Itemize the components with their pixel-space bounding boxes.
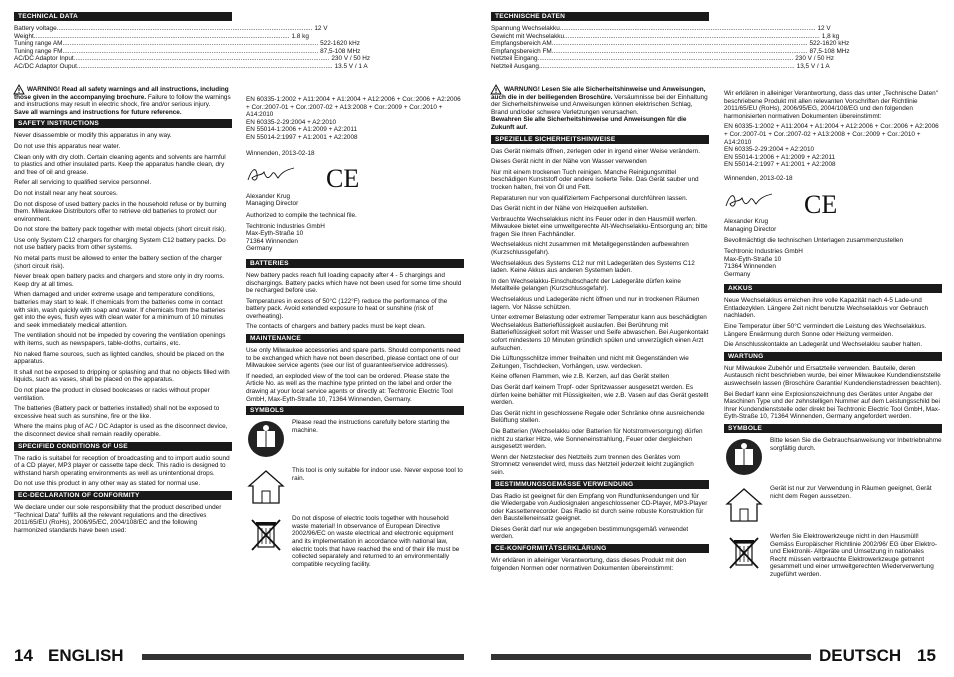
- safety-item: Das Gerät niemals öffnen, zerlegen oder in irgend einer Weise verändern.: [491, 147, 700, 155]
- specified-item: The radio is suitabel for reception of broadcasting and to import audio sound of a CD player, MP3 player or cassette tape deck. This radio is designed to withstand harsh operating environments as well as unintentional drops.: [14, 454, 230, 477]
- place-date: Winnenden, 2013-02-18: [246, 149, 315, 157]
- safety-item: In den Wechselakku-Einschubschacht der Ladegeräte dürfen keine Metallteile gelangen (Kurzschlussgefahr).: [491, 277, 681, 293]
- left-column-2: [246, 96, 464, 576]
- safety-item: Die Batterien (Wechselakku oder Batterien für Notstromversorgung) dürfen nicht zu starker Hitze, wie Sonneneinstrahlung, Feuer oder dergleichen ausgesetzt werden.: [491, 427, 703, 451]
- spec-label: Spannung Wechselakku: [491, 25, 560, 32]
- spec-label: Empfangsbereich FM: [491, 47, 552, 55]
- right-column-2: [724, 90, 942, 587]
- spec-value: 230 V / 50 Hz: [795, 55, 834, 63]
- safety-list-de: [491, 148, 709, 477]
- maintenance-item: Bei Bedarf kann eine Explosionszeichnung des Gerätes unter Angabe der Maschinen Type und der zehnstelligen Nummer auf dem Leistungsschild bei Ihrer Kundendienststelle oder direkt bei Techtronic Electric Tool GmbH, Max-Eyth-Straße 10, 71364 Winnenden, Germany angefordert werden.: [724, 390, 941, 421]
- safety-item: It shall not be exposed to dripping or splashing and that no objects filled with liquids, such as vases, shall be placed on the apparatus.: [14, 368, 230, 384]
- spec-row: [491, 47, 850, 56]
- safety-header-de: SPEZIELLE SICHERHEITSHINWEISE: [491, 135, 709, 144]
- safety-item: Die Lüftungsschlitze immer freihalten und nicht mit Gegenständen wie Zeitungen, Tischdecken, Vorhängen, usw. verdecken.: [491, 355, 689, 370]
- warning-text-de: Versäumnisse bei der Einhaltung der Sicherheitshinweise und Anweisungen können elektrischen Schlag, Brand und/oder schwere Verletzungen verursachen.: [491, 93, 708, 116]
- warning-block-de: [491, 85, 709, 132]
- standard-item: EN 60335-2-29:2004 + A2:2010: [724, 146, 815, 154]
- battery-item: The contacts of chargers and battery packs must be kept clean.: [246, 323, 426, 331]
- spec-value: 87,5-108 MHz: [320, 47, 361, 55]
- standards-list-de: [724, 123, 942, 169]
- ec-header-de: CE-KONFORMITÄTSERKLÄRUNG: [491, 544, 709, 553]
- spec-label: Netzteil Ausgang: [491, 62, 539, 70]
- signer-name-de: Alexander Krug: [724, 218, 769, 226]
- spec-label: AC/DC Adaptor Ouput: [14, 62, 77, 70]
- spec-label: Tuning range FM: [14, 47, 63, 55]
- safety-item: Wechselakkus und Ladegeräte nicht öffnen und nur in trockenen Räumen lagern. Vor Nässe schützen.: [491, 296, 700, 311]
- standards-list: [246, 96, 464, 142]
- specified-header-de: BESTIMMUNGSGEMÄSSE VERWENDUNG: [491, 480, 709, 489]
- safety-item: Wechselakkus nicht zusammen mit Metallgegenständen aufbewahren (Kurzschlussgefahr).: [491, 241, 689, 257]
- page-number-right: 15: [917, 646, 936, 665]
- spec-label: Battery voltage: [14, 25, 57, 32]
- maintenance-header: MAINTENANCE: [246, 334, 464, 343]
- spec-leader-dots: ................................................................................................................................................: [551, 40, 808, 48]
- safety-item: Das Gerät darf keinem Tropf- oder Spritzwasser ausgesetzt werden. Es dürfen keine behälter mit Flüssigkeiten, wie z.B. Vasen auf das Gerät gestellt werden.: [491, 383, 709, 407]
- spec-value: 12 V: [817, 25, 831, 32]
- spec-leader-dots: ................................................................................................................................................: [62, 47, 319, 55]
- specified-list-de: [491, 493, 709, 542]
- standard-item: EN 60335-1:2002 + A11:2004 + A1:2004 + A12:2006 + Cor.:2006 + A2:2006 + Cor.:2007-01 + Cor.:2007-02 + A13:2008 + Cor.:2009 + Cor.:2010 + A14:2010: [724, 123, 939, 146]
- signature-image: [724, 190, 774, 212]
- spec-leader-dots: ................................................................................................................................................: [551, 47, 808, 55]
- safety-item: Do not place the product in closed bookcases or racks without proper ventilation.: [14, 386, 210, 402]
- footer-bar-left: [142, 654, 464, 660]
- crossed-bin-icon: [724, 533, 764, 573]
- symbol-read-manual-text-de: Bitte lesen Sie die Gebrauchsanweisung vor Inbetriebnahme sorgfältig durch.: [770, 437, 942, 452]
- standard-item: EN 55014-1:2006 + A1:2009 + A2:2011: [246, 126, 358, 134]
- spec-row: [14, 25, 328, 33]
- ce-mark-de: CE: [804, 189, 838, 219]
- specified-item: Dieses Gerät darf nur wie angegeben bestimmungsgemäß verwendet werden.: [491, 525, 689, 541]
- spec-row: [491, 32, 840, 41]
- technische-daten-header: TECHNISCHE DATEN: [491, 12, 709, 21]
- safety-item: Never disassemble or modify this apparatus in any way.: [14, 132, 172, 140]
- warning-triangle-icon: [491, 85, 501, 94]
- safety-item: Das Gerät nicht in geschlossene Regale oder Schränke ohne ausreichende Belüftung stellen.: [491, 409, 705, 425]
- spec-label: Empfangsbereich AM: [491, 40, 552, 48]
- spec-row: [491, 40, 850, 48]
- safety-item: Reparaturen nur von qualifiziertem Fachpersonal durchführen lassen.: [491, 194, 688, 202]
- safety-item: The ventilation should not be impeded by covering the ventilation openings with items, such as newspapers, table-cloths, curtains, etc.: [14, 332, 226, 347]
- safety-item: Clean only with dry cloth. Certain cleaning agents and solvents are harmful to plastics and other insulated parts. Keep the apparatus handle clean, dry and free of oil and grease.: [14, 153, 226, 176]
- company-address-de: [724, 248, 942, 278]
- left-footer: [14, 645, 464, 667]
- wartung-list: [724, 365, 942, 421]
- safety-item: Do not store the battery pack together with metal objects (short circuit risk).: [14, 226, 227, 234]
- symbol-weee-text-de: Werfen Sie Elektrowerkzeuge nicht in den Hausmüll! Gemäss Europäischer Richtlinie 2002/96/ EG über Elektro- und Elektronik- Altgeräte und Umsetzung in nationales Recht müssen verbrauchte Elektrowerkzeuge getrennt gesammelt und einer umweltgerechten Wiederverwertung zugeführt werden.: [770, 533, 937, 578]
- specified-item: Das Radio ist geeignet für den Empfang von Rundfunksendungen und für die Wiedergabe von Audiosignalen angeschlossener CD-Player, MP3-Player oder Kassettenrecorder. Das Radio ist durch seine robuste Konstruktion für den Baustelleneinsatz geeignet.: [491, 492, 708, 523]
- symbol-read-manual-text: Please read the instructions carefully before starting the machine.: [292, 419, 450, 434]
- symbol-indoor-use-text: This tool is only suitable for indoor use. Never expose tool to rain.: [292, 467, 463, 482]
- company-line: Germany: [246, 245, 273, 253]
- ec-text2-de: Wir erklären in alleiniger Verantwortung, dass das unter „Technische Daten" beschriebene Produkt mit allen relevanten Vorschriften der Richtlinie 2011/65/EU (RoHs), 2006/95/EG, 2004/108/EG und den folgenden harmonisierten normativen Dokumenten übereinstimmt:: [724, 90, 938, 120]
- maintenance-item: Use only Milwaukee accessories and spare parts. Should components need to be exchanged which have not been described, please contact one of our Milwaukee service agents (see our list of guarantee/service addresses).: [246, 347, 461, 370]
- safety-item: Do not install near any heat sources.: [14, 189, 118, 197]
- spec-row: [491, 62, 830, 71]
- spec-row: [14, 47, 361, 56]
- spec-row: [14, 32, 309, 41]
- company-line: Techtronic Industries GmbH: [246, 222, 325, 230]
- symbol-weee-de: [724, 533, 942, 579]
- spec-list: [14, 25, 371, 71]
- safety-item: Wenn der Netzstecker des Netzteils zum trennen des Gerätes vom Stromnetz verwendet wird, muss das Netzteil jederzeit leicht zugänglich sein.: [491, 453, 694, 476]
- spec-label: AC/DC Adaptor Input: [14, 55, 74, 63]
- battery-item: Die Anschlusskontakte an Ladegerät und Wechselakku sauber halten.: [724, 341, 923, 349]
- symbole-header: SYMBOLE: [724, 424, 942, 433]
- signer-name: Alexander Krug: [246, 192, 291, 200]
- batteries-list: [246, 272, 464, 331]
- spec-value: 13,5 V / 1 A: [796, 62, 830, 70]
- place-date-de: Winnenden, 2013-02-18: [724, 174, 793, 182]
- page-number-left: 14: [14, 646, 33, 665]
- standard-item: EN 60335-1:2002 + A11:2004 + A1:2004 + A12:2006 + Cor.:2006 + A2:2006 + Cor.:2007-01 + Cor.:2007-02 + A13:2008 + Cor.:2009 + Cor.:2010 + A14:2010: [246, 96, 461, 119]
- warning-text: Failure to follow the warnings and instructions may result in electric shock, fire and/or serious injury.: [14, 93, 231, 109]
- house-indoor-icon: [246, 467, 286, 507]
- standard-item: EN 60335-2-29:2004 + A2:2010: [246, 118, 337, 126]
- safety-item: Nur mit einem trockenen Tuch reinigen. Manche Reinigungsmittel beschädigen Kunststoff oder andere isolierte Teile. Das Gerät sauber und trocken halten, frei von Öl und Fett.: [491, 168, 699, 191]
- safety-item: The batteries (Battery pack or batteries installed) shall not be exposed to excessive heat such as sunshine, fire or the like.: [14, 405, 220, 420]
- safety-item: Verbrauchte Wechselakkus nicht ins Feuer oder in den Hausmüll werfen. Milwaukee bietet eine umweltgerechte Alt-Wechselakku-Entsorgung an; bitte fragen Sie Ihren Fachhändler.: [491, 215, 708, 238]
- spec-leader-dots: ................................................................................................................................................: [62, 40, 319, 48]
- safety-item: No naked flame sources, such as lighted candles, should be placed on the apparatus.: [14, 350, 225, 366]
- ce-mark: CE: [326, 164, 360, 194]
- safety-item: Never break open battery packs and chargers and store only in dry rooms. Keep dry at all times.: [14, 273, 225, 288]
- spec-value: 522-1620 kHz: [809, 40, 850, 48]
- symbol-weee: [246, 515, 464, 568]
- spec-label: Gewicht mit Wechselakku: [491, 32, 565, 40]
- language-left: ENGLISH: [48, 646, 124, 665]
- spec-leader-dots: ................................................................................................................................................: [76, 62, 333, 70]
- safety-item: Wechselakkus des Systems C12 nur mit Ladegeräten des Systems C12 laden. Keine Akkus aus anderen Systemen laden.: [491, 259, 695, 275]
- symbol-indoor-use: [246, 467, 464, 507]
- spec-row: [491, 55, 834, 63]
- safety-item: Do not use this apparatus near water.: [14, 142, 121, 150]
- battery-item: Neue Wechselakkus erreichen ihre volle Kapazität nach 4-5 Lade-und Entladezyklen. Längere Zeit nicht benutzte Wechselakkus vor Gebrauch nachladen.: [724, 297, 929, 320]
- spec-row: [491, 25, 831, 33]
- safety-item: Keine offenen Flammen, wie z.B. Kerzen, auf das Gerät stellen: [491, 373, 670, 381]
- read-manual-icon: [724, 437, 764, 477]
- footer-bar-right: [491, 654, 811, 660]
- safety-item: No metal parts must be allowed to enter the battery section of the charger (short circuit risk).: [14, 255, 223, 270]
- safety-item: Refer all servicing to qualified service personnel.: [14, 179, 152, 187]
- spec-leader-dots: ................................................................................................................................................: [33, 32, 290, 40]
- right-footer: [491, 645, 941, 667]
- signature-image: [246, 164, 296, 186]
- symbol-indoor-use-text-de: Gerät ist nur zur Verwendung in Räumen geeignet, Gerät nicht dem Regen aussetzen.: [770, 485, 932, 500]
- company-line: Germany: [724, 270, 751, 278]
- company-line: Techtronic Industries GmbH: [724, 247, 803, 255]
- technical-data-header: TECHNICAL DATA: [14, 12, 232, 21]
- specified-conditions-header: SPECIFIED CONDITIONS OF USE: [14, 442, 232, 451]
- specified-list: [14, 455, 232, 488]
- standard-item: EN 55014-2:1997 + A1:2001 + A2:2008: [724, 161, 836, 169]
- spec-leader-dots: ................................................................................................................................................: [73, 55, 330, 63]
- spec-label: Netzteil Eingang: [491, 55, 538, 63]
- standard-item: EN 55014-2:1997 + A1:2001 + A2:2008: [246, 133, 358, 141]
- spec-leader-dots: ................................................................................................................................................: [537, 55, 794, 63]
- symbol-weee-text: Do not dispose of electric tools together with household waste material! In observance of European Directive 2002/96/EC on waste electrical and electronic equipment and its implementation in accordance with national law, electric tools that have reached the end of their life must be collected separately and returned to an environmentally compatible recycling facility.: [292, 515, 460, 568]
- batteries-header: BATTERIES: [246, 259, 464, 268]
- ec-text-de: Wir erklären in alleiniger Verantwortung, dass dieses Produkt mit den folgenden Normen oder normativen Dokumenten übereinstimmt:: [491, 557, 687, 572]
- spec-value: 87,5-108 MHz: [809, 47, 850, 55]
- spec-value: 12 V: [314, 25, 328, 32]
- warning-bold-text-de: WARNUNG! Lesen Sie alle Sicherheitshinweise und Anweisungen, auch die in der beiliegenden Broschüre.: [491, 85, 706, 101]
- spec-row: [14, 55, 371, 63]
- symbol-read-manual: [246, 419, 464, 459]
- safety-item: Dieses Gerät nicht in der Nähe von Wasser verwenden: [491, 158, 647, 166]
- safety-item: Unter extremer Belastung oder extremer Temperatur kann aus beschädigten Wechselakkus Batterieflüssigkeit auslaufen. Bei Berührung mit Batterieflüssigkeit sofort mit Wasser und Seife abwaschen. Bei Augenkontakt sofort mindestens 10 Minuten gründlich spülen und unverzüglich einen Arzt aufsuchen.: [491, 314, 709, 352]
- spec-label: Weight: [14, 32, 34, 40]
- company-line: Max-Eyth-Straße 10: [246, 230, 304, 238]
- spec-value: 1.8 kg: [291, 32, 309, 40]
- ec-declaration-header: EC-DECLARATION OF CONFORMITY: [14, 491, 232, 500]
- spec-value: 230 V / 50 Hz: [331, 55, 371, 63]
- safety-item: Use only System C12 chargers for charging System C12 battery packs. Do not use battery packs from other systems.: [14, 236, 226, 252]
- company-address: [246, 223, 464, 253]
- battery-item: Temperatures in excess of 50°C (122°F) reduce the performance of the battery pack. Avoid extended exposure to heat or sunshine (risk of overheating).: [246, 297, 448, 320]
- signer-title-de: Managing Director: [724, 225, 777, 233]
- specified-item: Do not use this product in any other way as stated for normal use.: [14, 480, 201, 488]
- warning-save-text: Save all warnings and instructions for future reference.: [14, 108, 182, 116]
- safety-item: Do not dispose of used battery packs in the household refuse or by burning them. Milwaukee Distributors offer to retrieve old batteries to protect our environment.: [14, 200, 227, 223]
- standard-item: EN 55014-1:2006 + A1:2009 + A2:2011: [724, 153, 836, 161]
- safety-item: Where the mains plug of AC / DC Adaptor is used as the disconnect device, the disconnect device shall remain readily operable.: [14, 423, 228, 438]
- spec-row: [14, 40, 360, 48]
- spec-value: 1,8 kg: [821, 32, 840, 40]
- house-indoor-icon: [724, 485, 764, 525]
- safety-item: Das Gerät nicht in der Nähe von Heizquellen aufstellen.: [491, 205, 649, 213]
- safety-list: [14, 132, 232, 438]
- warning-save-text-de: Bewahren Sie alle Sicherheitshinweise und Anweisungen für die Zukunft auf.: [491, 116, 687, 131]
- crossed-bin-icon: [246, 515, 286, 555]
- akkus-list: [724, 297, 942, 349]
- maintenance-list: [246, 347, 464, 403]
- warning-triangle-icon: [14, 85, 24, 94]
- signer-title: Managing Director: [246, 200, 299, 208]
- spec-value: 13.5 V / 1 A: [334, 62, 368, 70]
- spec-leader-dots: ................................................................................................................................................: [538, 62, 795, 70]
- spec-label: Tuning range AM: [14, 40, 63, 48]
- wartung-header: WARTUNG: [724, 352, 942, 361]
- symbol-read-manual-de: [724, 437, 942, 477]
- authorized-text-de: Bevollmächtigt die technischen Unterlagen zusammenzustellen: [724, 237, 904, 245]
- safety-item: When damaged and under extreme usage and temperature conditions, batteries may start to leak. If chemicals from the batteries come in contact with skin, wash quickly with soap and water. If chemicals from the batteries get into the eyes, flush eyes with clean water for a minimum of 10 minutes and seek immediately medical attention.: [14, 291, 226, 329]
- warning-block: [14, 85, 232, 117]
- maintenance-item: If needed, an exploded view of the tool can be ordered. Please state the Article No. as well as the machine type printed on the label and order the drawing at your local service agents or directly at: Techtronic Electric Tool GmbH, Max-Eyth-Straße 10, 71364 Winnenden, Germany.: [246, 372, 453, 403]
- spec-leader-dots: ................................................................................................................................................: [559, 25, 816, 32]
- spec-leader-dots: ................................................................................................................................................: [56, 25, 313, 32]
- spec-row: [14, 62, 368, 71]
- authorized-text: Authorized to compile the technical file.: [246, 211, 357, 219]
- battery-item: New battery packs reach full loading capacity after 4 - 5 chargings and dischargings. Battery packs which have not been used for some time should be recharged before use.: [246, 271, 462, 295]
- language-right: DEUTSCH: [819, 646, 902, 665]
- symbols-header: SYMBOLS: [246, 406, 464, 415]
- spec-value: 522-1620 kHz: [320, 40, 360, 48]
- company-line: Max-Eyth-Straße 10: [724, 255, 782, 263]
- spec-list-de: [491, 25, 850, 71]
- maintenance-item: Nur Milwaukee Zubehör und Ersatzteile verwenden. Bauteile, deren Austausch nicht beschrieben wurde, bei einer Milwaukee Kundendienststelle auswechseln lassen (Broschüre Garantie/ Kundendienstadressen beachten).: [724, 364, 942, 388]
- akkus-header: AKKUS: [724, 284, 942, 293]
- symbol-indoor-use-de: [724, 485, 942, 525]
- ec-declaration-text: We declare under our sole responsibility that the product described under "Technical Data" fulfills all the relevant regulations and the directives 2011/65/EU (RoHs), 2006/95/EC, 2004/108/EC and the following harmonized standards have been used:: [14, 503, 222, 534]
- company-line: 71364 Winnenden: [724, 263, 776, 271]
- battery-item: Eine Temperatur über 50°C vermindert die Leistung des Wechselakkus. Längere Erwärmung durch Sonne oder Heizung vermeiden.: [724, 323, 927, 338]
- company-line: 71364 Winnenden: [246, 237, 298, 245]
- read-manual-icon: [246, 419, 286, 459]
- spec-leader-dots: ................................................................................................................................................: [564, 32, 820, 40]
- warning-bold-text: WARNING! Read all safety warnings and all instructions, including those given in the accompanying brochure.: [14, 85, 229, 101]
- safety-header: SAFETY INSTRUCTIONS: [14, 119, 232, 128]
